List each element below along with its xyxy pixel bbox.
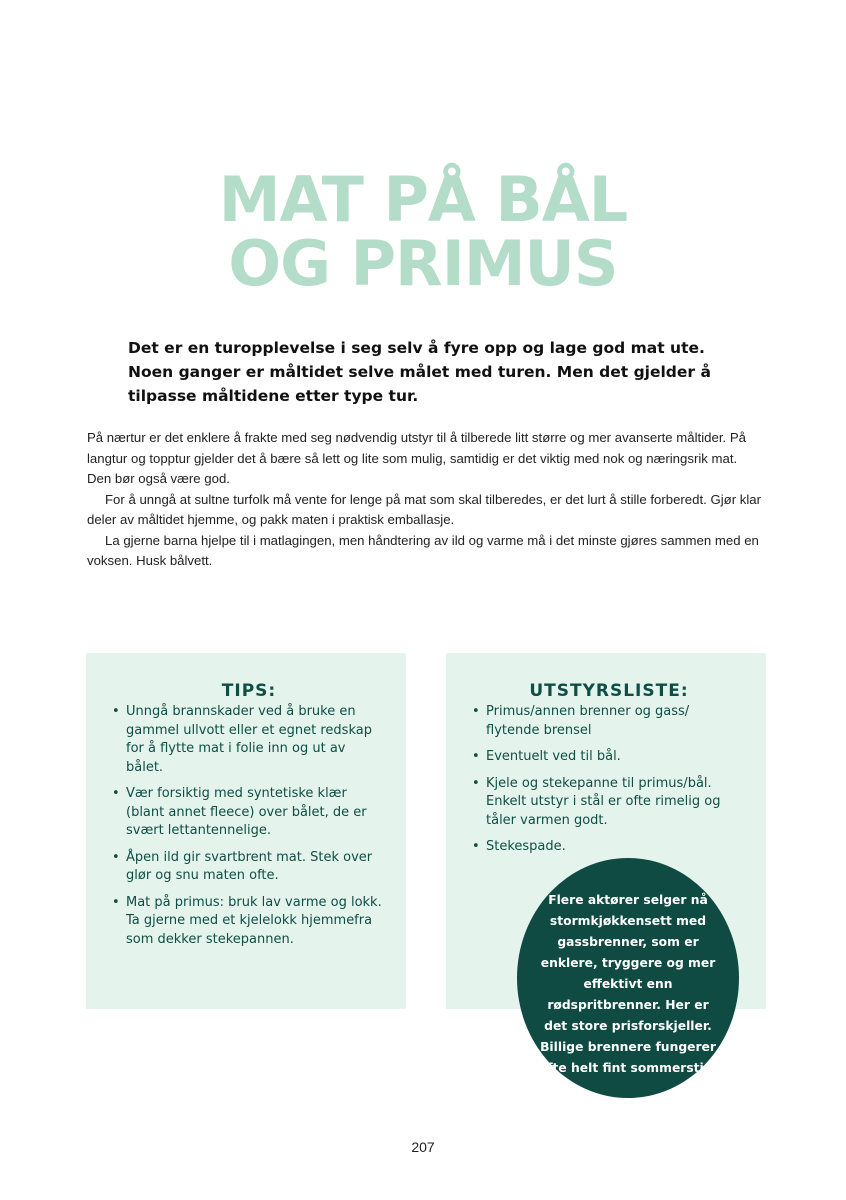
page-title-line-1: MAT PÅ BÅL — [218, 163, 628, 236]
equipment-item: • Eventuelt ved til bål. — [472, 748, 746, 767]
equipment-heading: UTSTYRSLISTE: — [529, 681, 689, 701]
callout-text: Flere aktører selger nå stormkjøkkensett med gassbrenner, som er enklere, tryggere og mer effektivt enn rødspritbrenner. Her er det store prisforskjeller. Billige brennere fungerer ofte helt fint sommerstid. — [538, 893, 718, 1075]
equipment-item: • Stekespade. — [472, 838, 746, 857]
tips-item: • Mat på primus: bruk lav varme og lokk. Ta gjerne med et kjelelokk hjemmefra som dekker stekepannen. — [112, 894, 386, 950]
tips-heading: TIPS: — [221, 681, 277, 701]
tips-item: • Vær forsiktig med syntetiske klær (blant annet fleece) over bålet, de er svært lettantennelige. — [112, 785, 386, 841]
page-title-line-2: OG PRIMUS — [228, 227, 618, 300]
equipment-item: • Kjele og stekepanne til primus/bål. Enkelt utstyr i stål er ofte rimelig og tåler varmen godt. — [472, 775, 746, 831]
lead-paragraph: Det er en turopplevelse i seg selv å fyre opp og lage god mat ute. Noen ganger er måltidet selve målet med turen. Men det gjelder å tilpasse måltidene etter type tur. — [128, 339, 711, 405]
page-title — [0, 163, 846, 300]
body-paragraph-3: La gjerne barna hjelpe til i matlagingen, men håndtering av ild og varme må i det minste gjøres sammen med en voksen. Husk bålvett. — [87, 532, 759, 568]
body-text — [87, 428, 763, 572]
tips-list — [112, 703, 386, 949]
tips-box — [86, 653, 406, 1009]
equipment-item: • Primus/annen brenner og gass/ flytende brensel — [472, 703, 746, 740]
page-number: 207 — [411, 1139, 435, 1155]
callout-circle — [517, 858, 739, 1098]
body-paragraph-1: På nærtur er det enklere å frakte med seg nødvendig utstyr til å tilberede litt større og mer avanserte måltider. På langtur og topptur gjelder det å bære så lett og lite som mulig, samtidig er det viktig med nok og næringsrik mat. Den bør også være god. — [87, 430, 746, 486]
equipment-list — [472, 703, 746, 857]
body-paragraph-2: For å unngå at sultne turfolk må vente for lenge på mat som skal tilberedes, er det lurt å stille forberedt. Gjør klar deler av måltidet hjemme, og pakk maten i praktisk emballasje. — [87, 491, 762, 527]
tips-item: • Åpen ild gir svartbrent mat. Stek over glør og snu maten ofte. — [112, 849, 386, 886]
tips-item: • Unngå brannskader ved å bruke en gammel ullvott eller et egnet redskap for å flytte mat i folie inn og ut av bålet. — [112, 703, 386, 777]
